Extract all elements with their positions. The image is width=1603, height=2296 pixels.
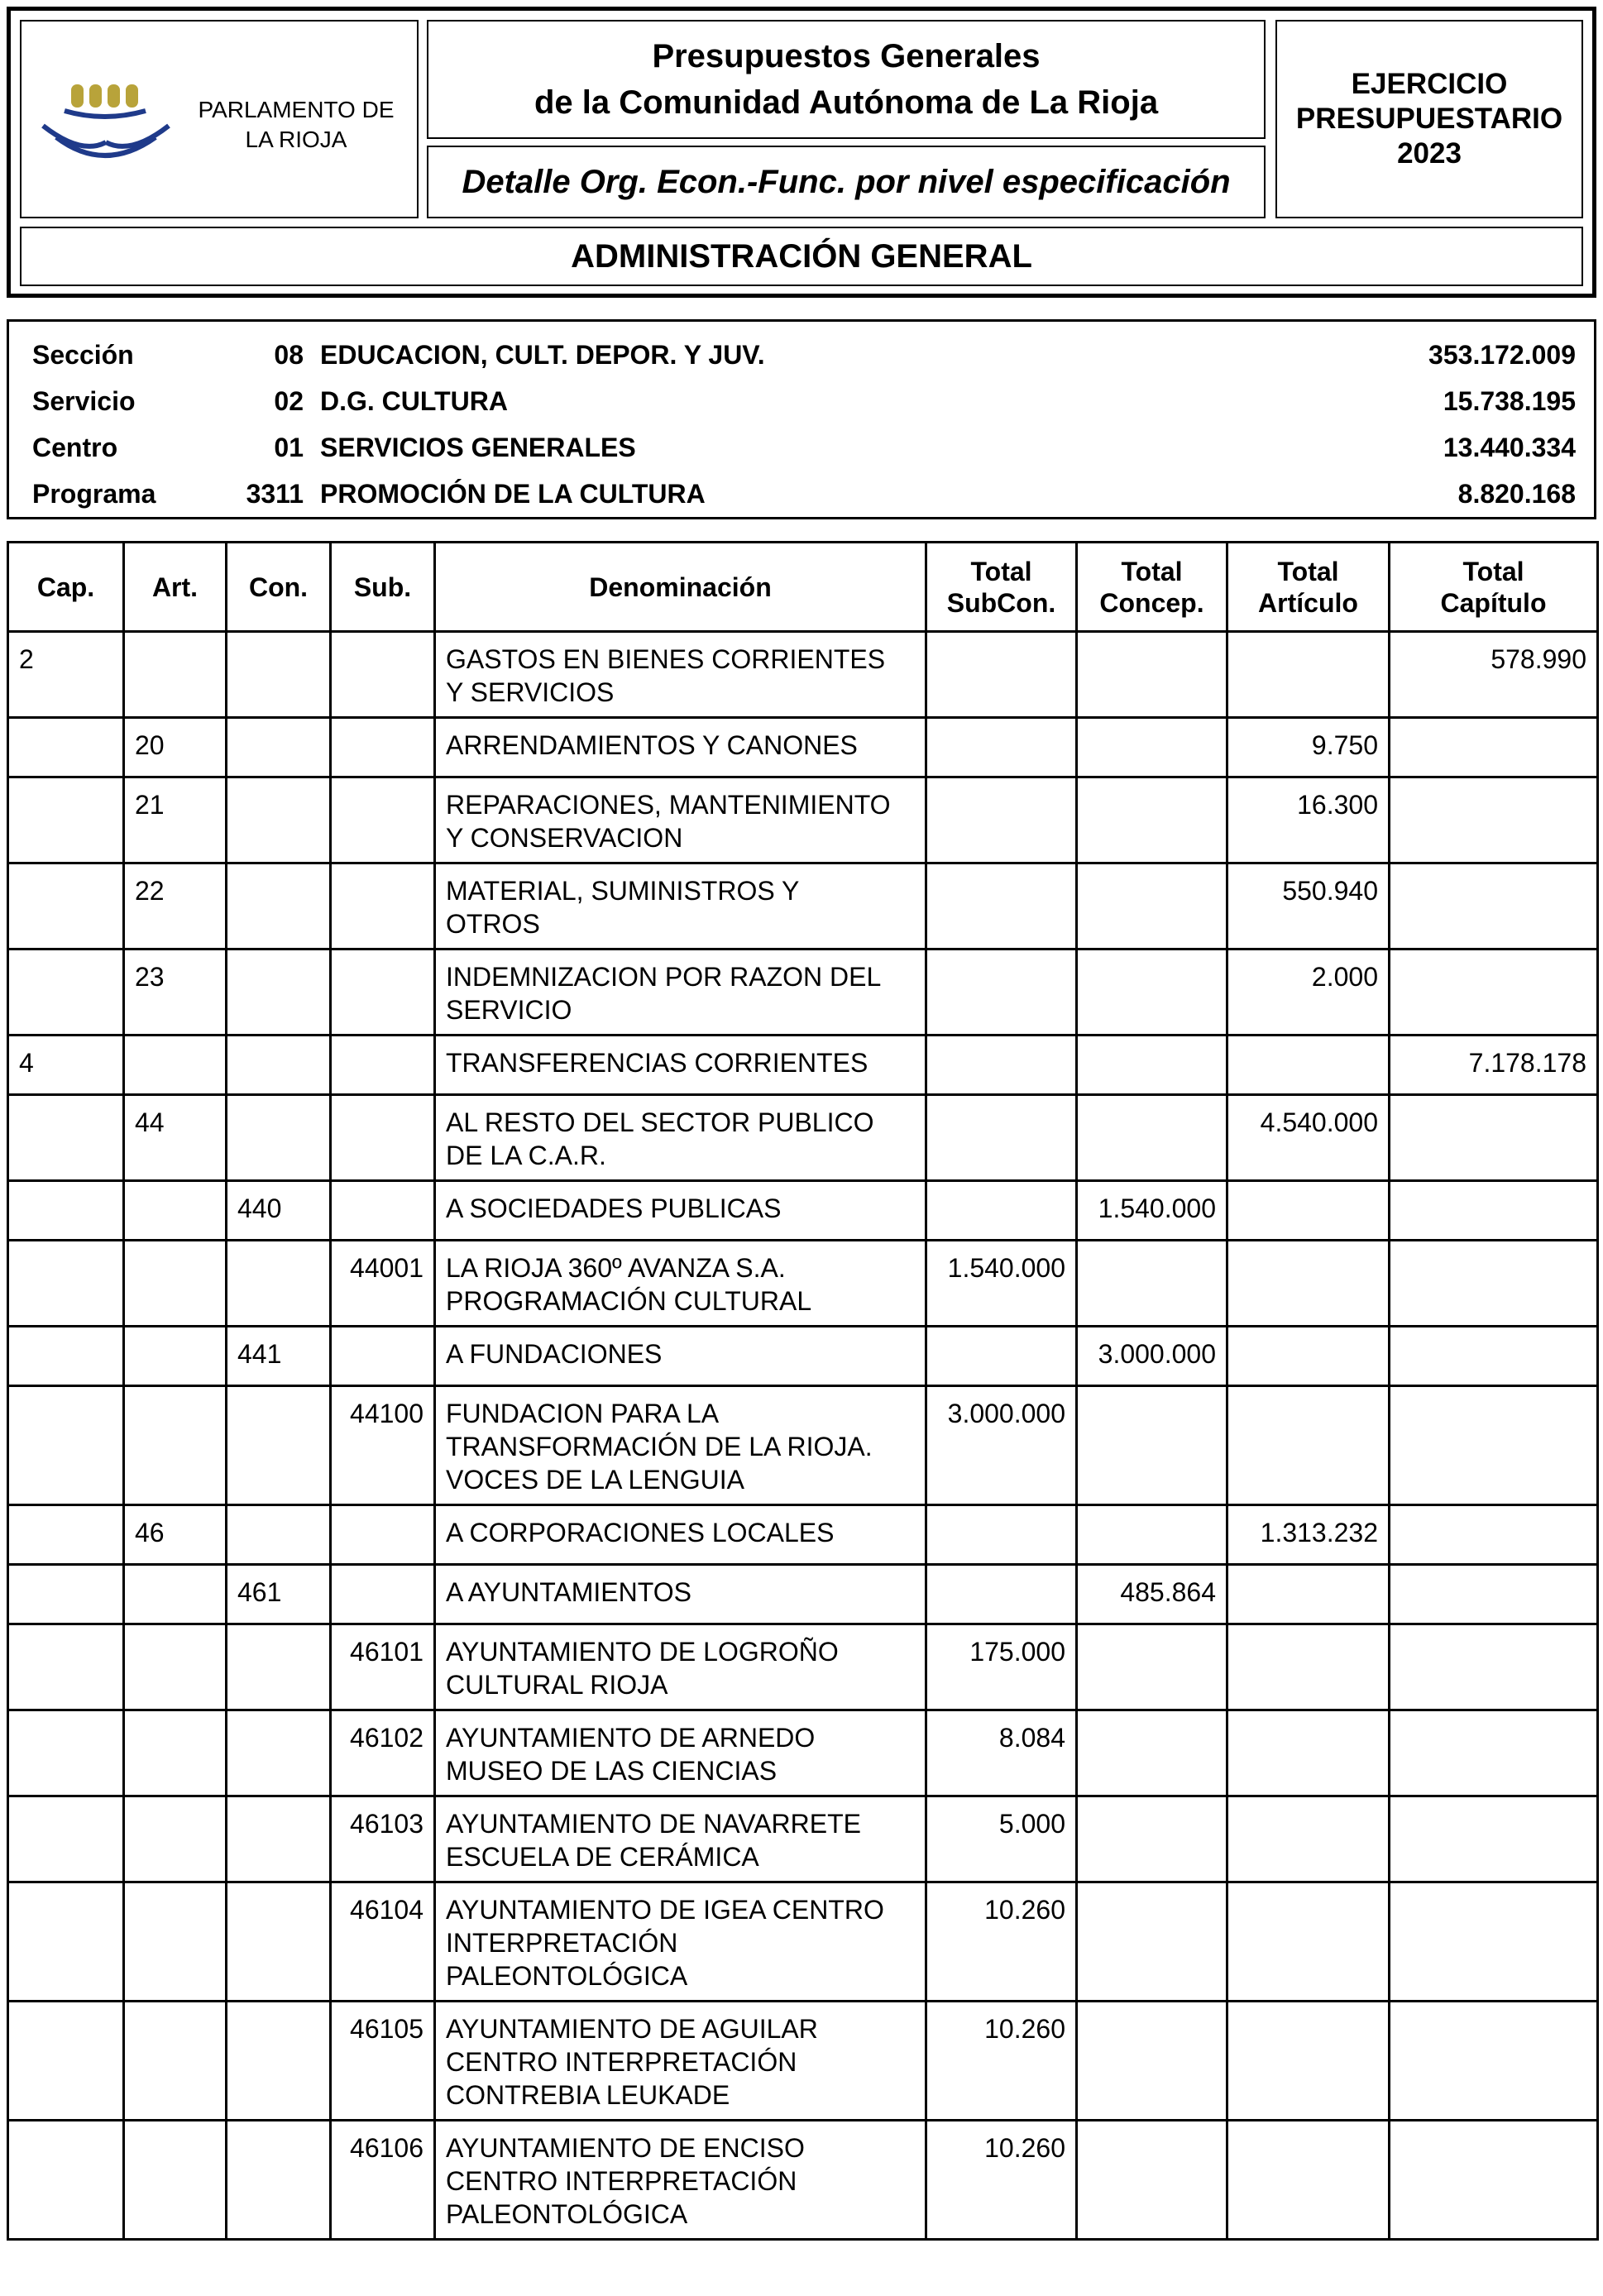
denominacion-line: MATERIAL, SUMINISTROS Y	[446, 876, 800, 906]
row-total-subcon-cell	[926, 1505, 1077, 1565]
row-denominacion-cell	[435, 1624, 926, 1710]
row-total-subcon-cell: 10.260	[926, 2002, 1077, 2121]
table-row	[8, 1882, 1598, 2002]
row-total-articulo-cell	[1227, 1181, 1390, 1241]
row-total-subcon-cell	[926, 1181, 1077, 1241]
row-art-cell	[124, 1624, 227, 1710]
row-denominacion-cell	[435, 1241, 926, 1327]
row-sub-cell: 44001	[331, 1241, 435, 1327]
row-cap-cell	[8, 1241, 124, 1327]
col-header-total-concep: Total Concep.	[1077, 543, 1227, 632]
row-sub-cell: 46101	[331, 1624, 435, 1710]
row-denominacion-cell	[435, 632, 926, 718]
row-total-articulo-cell	[1227, 1036, 1390, 1095]
denominacion-line: AYUNTAMIENTO DE ENCISO	[446, 2133, 805, 2163]
row-sub-cell	[331, 1181, 435, 1241]
row-total-capitulo-cell	[1390, 1386, 1598, 1505]
row-total-subcon-cell: 1.540.000	[926, 1241, 1077, 1327]
row-con-cell	[227, 1241, 331, 1327]
denominacion-line: LA RIOJA 360º AVANZA S.A.	[446, 1253, 786, 1283]
col-header-denominacion: Denominación	[435, 543, 926, 632]
row-total-concep-cell: 3.000.000	[1077, 1327, 1227, 1386]
denominacion-line: DE LA C.A.R.	[446, 1141, 606, 1170]
ejercicio-line-1: EJERCICIO	[1351, 68, 1508, 100]
row-denominacion-cell	[435, 1505, 926, 1565]
table-row	[8, 1624, 1598, 1710]
denominacion-line: GASTOS EN BIENES CORRIENTES	[446, 644, 886, 674]
row-denominacion-cell	[435, 1327, 926, 1386]
title-line-2: de la Comunidad Autónoma de La Rioja	[534, 84, 1159, 121]
row-art-cell	[124, 1796, 227, 1882]
row-total-articulo-cell	[1227, 1710, 1390, 1796]
table-row	[8, 718, 1598, 777]
table-row	[8, 863, 1598, 949]
row-art-cell	[124, 1181, 227, 1241]
ejercicio-line-2: PRESUPUESTARIO	[1295, 103, 1563, 135]
denominacion-line: REPARACIONES, MANTENIMIENTO	[446, 790, 891, 820]
row-con-cell	[227, 1036, 331, 1095]
row-cap-cell	[8, 1710, 124, 1796]
row-art-cell	[124, 1710, 227, 1796]
section-name: SERVICIOS GENERALES	[320, 432, 636, 462]
row-total-capitulo-cell	[1390, 1181, 1598, 1241]
row-denominacion-cell	[435, 1565, 926, 1624]
row-art-cell	[124, 2002, 227, 2121]
row-con-cell: 441	[227, 1327, 331, 1386]
section-code: 02	[274, 385, 304, 416]
row-total-subcon-cell	[926, 1327, 1077, 1386]
row-total-concep-cell	[1077, 632, 1227, 718]
row-con-cell	[227, 2121, 331, 2240]
row-total-concep-cell	[1077, 949, 1227, 1036]
section-row-servicio	[9, 378, 1594, 424]
row-con-cell	[227, 1796, 331, 1882]
denominacion-line: CONTREBIA LEUKADE	[446, 2080, 730, 2110]
row-art-cell	[124, 1565, 227, 1624]
logo-arcs	[43, 111, 169, 155]
row-art-cell: 22	[124, 863, 227, 949]
row-sub-cell: 46106	[331, 2121, 435, 2240]
row-total-subcon-cell	[926, 1036, 1077, 1095]
row-total-capitulo-cell	[1390, 1624, 1598, 1710]
denominacion-line: AL RESTO DEL SECTOR PUBLICO	[446, 1107, 874, 1137]
section-name: PROMOCIÓN DE LA CULTURA	[320, 478, 706, 509]
row-denominacion-cell	[435, 1796, 926, 1882]
row-art-cell	[124, 632, 227, 718]
denominacion-line: A CORPORACIONES LOCALES	[446, 1518, 835, 1547]
section-amount: 353.172.009	[1428, 339, 1576, 370]
row-denominacion-cell	[435, 1386, 926, 1505]
row-art-cell	[124, 1882, 227, 2002]
table-row	[8, 1181, 1598, 1241]
row-cap-cell	[8, 949, 124, 1036]
row-total-concep-cell	[1077, 1241, 1227, 1327]
row-total-articulo-cell: 4.540.000	[1227, 1095, 1390, 1181]
row-total-capitulo-cell	[1390, 1505, 1598, 1565]
row-cap-cell	[8, 1386, 124, 1505]
section-summary	[7, 319, 1596, 519]
row-sub-cell: 44100	[331, 1386, 435, 1505]
row-sub-cell	[331, 949, 435, 1036]
row-con-cell	[227, 718, 331, 777]
section-code: 08	[274, 339, 304, 370]
table-row	[8, 1095, 1598, 1181]
section-code: 3311	[246, 478, 304, 509]
row-cap-cell	[8, 1624, 124, 1710]
section-amount: 13.440.334	[1443, 432, 1576, 462]
row-total-capitulo-cell	[1390, 1565, 1598, 1624]
row-total-articulo-cell	[1227, 1565, 1390, 1624]
denominacion-line: CENTRO INTERPRETACIÓN	[446, 2166, 797, 2196]
table-header-row	[8, 543, 1598, 632]
logo-text	[189, 95, 404, 155]
denominacion-line: AYUNTAMIENTO DE IGEA CENTRO	[446, 1895, 884, 1925]
row-cap-cell	[8, 1565, 124, 1624]
row-con-cell	[227, 1710, 331, 1796]
row-total-capitulo-cell	[1390, 1882, 1598, 2002]
table-row	[8, 1565, 1598, 1624]
section-amount: 15.738.195	[1443, 385, 1576, 416]
row-total-subcon-cell: 175.000	[926, 1624, 1077, 1710]
ejercicio-year: 2023	[1397, 137, 1462, 170]
row-total-concep-cell	[1077, 777, 1227, 863]
row-denominacion-cell	[435, 1882, 926, 2002]
denominacion-line: SERVICIO	[446, 995, 572, 1025]
logo-text-line2: LA RIOJA	[245, 127, 347, 152]
table-row	[8, 2002, 1598, 2121]
row-total-subcon-cell	[926, 632, 1077, 718]
row-total-concep-cell	[1077, 1095, 1227, 1181]
section-name: EDUCACION, CULT. DEPOR. Y JUV.	[320, 339, 765, 370]
denominacion-line: PALEONTOLÓGICA	[446, 1961, 688, 1991]
row-sub-cell: 46104	[331, 1882, 435, 2002]
denominacion-line: AYUNTAMIENTO DE AGUILAR	[446, 2014, 818, 2044]
row-con-cell	[227, 1386, 331, 1505]
row-total-capitulo-cell	[1390, 1095, 1598, 1181]
table-row	[8, 949, 1598, 1036]
row-con-cell: 440	[227, 1181, 331, 1241]
row-denominacion-cell	[435, 1710, 926, 1796]
row-total-articulo-cell: 2.000	[1227, 949, 1390, 1036]
row-denominacion-cell	[435, 1036, 926, 1095]
row-art-cell: 46	[124, 1505, 227, 1565]
row-total-articulo-cell: 1.313.232	[1227, 1505, 1390, 1565]
row-total-capitulo-cell	[1390, 2002, 1598, 2121]
denominacion-line: CENTRO INTERPRETACIÓN	[446, 2047, 797, 2077]
row-total-concep-cell: 1.540.000	[1077, 1181, 1227, 1241]
table-row	[8, 777, 1598, 863]
logo-text-line1: PARLAMENTO DE	[198, 97, 395, 122]
row-denominacion-cell	[435, 949, 926, 1036]
row-total-capitulo-cell	[1390, 2121, 1598, 2240]
row-total-articulo-cell	[1227, 1241, 1390, 1327]
table-row	[8, 632, 1598, 718]
denominacion-line: AYUNTAMIENTO DE LOGROÑO	[446, 1637, 839, 1667]
row-cap-cell	[8, 863, 124, 949]
row-total-concep-cell	[1077, 2121, 1227, 2240]
denominacion-line: VOCES DE LA LENGUIA	[446, 1465, 745, 1495]
row-con-cell	[227, 632, 331, 718]
row-con-cell	[227, 1624, 331, 1710]
denominacion-line: CULTURAL RIOJA	[446, 1670, 668, 1700]
section-row-seccion	[9, 332, 1594, 378]
section-label: Programa	[32, 478, 156, 509]
row-denominacion-cell	[435, 718, 926, 777]
row-cap-cell	[8, 2002, 124, 2121]
table-body	[8, 632, 1598, 2240]
col-header-total-capitulo: Total Capítulo	[1390, 543, 1598, 632]
row-total-subcon-cell: 10.260	[926, 1882, 1077, 2002]
row-total-capitulo-cell	[1390, 1327, 1598, 1386]
row-con-cell	[227, 777, 331, 863]
row-total-subcon-cell	[926, 777, 1077, 863]
row-total-concep-cell: 485.864	[1077, 1565, 1227, 1624]
row-sub-cell	[331, 632, 435, 718]
row-total-articulo-cell: 550.940	[1227, 863, 1390, 949]
row-art-cell	[124, 2121, 227, 2240]
ejercicio-box	[1275, 20, 1583, 218]
row-cap-cell	[8, 2121, 124, 2240]
row-cap-cell	[8, 1181, 124, 1241]
row-sub-cell	[331, 863, 435, 949]
row-total-articulo-cell: 16.300	[1227, 777, 1390, 863]
row-art-cell	[124, 1327, 227, 1386]
row-cap-cell	[8, 1796, 124, 1882]
row-denominacion-cell	[435, 2121, 926, 2240]
denominacion-line: AYUNTAMIENTO DE NAVARRETE	[446, 1809, 861, 1839]
row-total-subcon-cell: 5.000	[926, 1796, 1077, 1882]
admin-heading	[20, 227, 1583, 286]
table-row	[8, 1036, 1598, 1095]
document-subtitle	[427, 146, 1266, 218]
row-total-subcon-cell	[926, 1095, 1077, 1181]
denominacion-line: MUSEO DE LAS CIENCIAS	[446, 1756, 778, 1786]
parlamento-logo	[31, 76, 180, 175]
title-line-1: Presupuestos Generales	[652, 38, 1041, 74]
row-total-articulo-cell	[1227, 1796, 1390, 1882]
table-row	[8, 1327, 1598, 1386]
row-art-cell: 23	[124, 949, 227, 1036]
row-total-capitulo-cell	[1390, 1796, 1598, 1882]
denominacion-line: TRANSFERENCIAS CORRIENTES	[446, 1048, 868, 1078]
row-total-articulo-cell: 9.750	[1227, 718, 1390, 777]
row-total-capitulo-cell	[1390, 863, 1598, 949]
section-label: Servicio	[32, 385, 136, 416]
row-cap-cell	[8, 777, 124, 863]
row-total-articulo-cell	[1227, 1327, 1390, 1386]
row-cap-cell	[8, 718, 124, 777]
row-cap-cell: 2	[8, 632, 124, 718]
col-header-cap: Cap.	[8, 543, 124, 632]
denominacion-line: PALEONTOLÓGICA	[446, 2199, 688, 2229]
section-label: Centro	[32, 432, 118, 462]
denominacion-line: Y CONSERVACION	[446, 823, 683, 853]
row-con-cell	[227, 863, 331, 949]
row-total-capitulo-cell: 7.178.178	[1390, 1036, 1598, 1095]
row-sub-cell: 46103	[331, 1796, 435, 1882]
row-total-subcon-cell	[926, 1565, 1077, 1624]
row-cap-cell: 4	[8, 1036, 124, 1095]
row-total-subcon-cell	[926, 863, 1077, 949]
denominacion-line: FUNDACION PARA LA	[446, 1399, 720, 1428]
row-sub-cell	[331, 718, 435, 777]
col-header-art: Art.	[124, 543, 227, 632]
row-denominacion-cell	[435, 777, 926, 863]
denominacion-line: AYUNTAMIENTO DE ARNEDO	[446, 1723, 816, 1753]
document-title	[427, 20, 1266, 139]
row-total-subcon-cell: 10.260	[926, 2121, 1077, 2240]
row-total-concep-cell	[1077, 718, 1227, 777]
row-art-cell: 20	[124, 718, 227, 777]
row-total-capitulo-cell	[1390, 949, 1598, 1036]
denominacion-line: OTROS	[446, 909, 540, 939]
row-total-articulo-cell	[1227, 2121, 1390, 2240]
row-total-capitulo-cell	[1390, 1710, 1598, 1796]
row-sub-cell: 46105	[331, 2002, 435, 2121]
admin-text: ADMINISTRACIÓN GENERAL	[571, 237, 1032, 275]
row-cap-cell	[8, 1505, 124, 1565]
row-sub-cell	[331, 777, 435, 863]
row-total-concep-cell	[1077, 1624, 1227, 1710]
denominacion-line: A FUNDACIONES	[446, 1339, 663, 1369]
row-total-subcon-cell	[926, 949, 1077, 1036]
row-total-articulo-cell	[1227, 2002, 1390, 2121]
budget-table	[7, 541, 1599, 2241]
table-row	[8, 2121, 1598, 2240]
row-art-cell	[124, 1386, 227, 1505]
section-label: Sección	[32, 339, 134, 370]
row-sub-cell: 46102	[331, 1710, 435, 1796]
row-sub-cell	[331, 1505, 435, 1565]
row-total-capitulo-cell	[1390, 718, 1598, 777]
denominacion-line: INTERPRETACIÓN	[446, 1928, 678, 1958]
section-code: 01	[274, 432, 304, 462]
denominacion-line: TRANSFORMACIÓN DE LA RIOJA.	[446, 1432, 873, 1461]
row-total-concep-cell	[1077, 1796, 1227, 1882]
row-sub-cell	[331, 1036, 435, 1095]
row-total-concep-cell	[1077, 1036, 1227, 1095]
row-con-cell	[227, 2002, 331, 2121]
row-denominacion-cell	[435, 1095, 926, 1181]
row-art-cell: 44	[124, 1095, 227, 1181]
col-header-sub: Sub.	[331, 543, 435, 632]
row-con-cell	[227, 1882, 331, 2002]
table-row	[8, 1241, 1598, 1327]
col-header-total-articulo: Total Artículo	[1227, 543, 1390, 632]
row-cap-cell	[8, 1882, 124, 2002]
denominacion-line: PROGRAMACIÓN CULTURAL	[446, 1286, 812, 1316]
logo-pillars	[71, 84, 138, 108]
row-total-capitulo-cell	[1390, 1241, 1598, 1327]
row-total-subcon-cell: 8.084	[926, 1710, 1077, 1796]
table-row	[8, 1505, 1598, 1565]
row-cap-cell	[8, 1095, 124, 1181]
row-total-capitulo-cell: 578.990	[1390, 632, 1598, 718]
subtitle-text: Detalle Org. Econ.-Func. por nivel especificación	[462, 163, 1231, 200]
col-header-total-subcon: Total SubCon.	[926, 543, 1077, 632]
denominacion-line: A AYUNTAMIENTOS	[446, 1577, 691, 1607]
row-total-subcon-cell: 3.000.000	[926, 1386, 1077, 1505]
row-sub-cell	[331, 1327, 435, 1386]
row-total-concep-cell	[1077, 863, 1227, 949]
row-con-cell: 461	[227, 1565, 331, 1624]
section-row-centro	[9, 424, 1594, 471]
row-denominacion-cell	[435, 2002, 926, 2121]
row-denominacion-cell	[435, 863, 926, 949]
row-con-cell	[227, 949, 331, 1036]
row-art-cell	[124, 1036, 227, 1095]
denominacion-line: Y SERVICIOS	[446, 677, 615, 707]
row-total-concep-cell	[1077, 1710, 1227, 1796]
row-total-concep-cell	[1077, 1386, 1227, 1505]
row-total-concep-cell	[1077, 1882, 1227, 2002]
section-row-programa	[9, 471, 1594, 517]
table-row	[8, 1796, 1598, 1882]
row-con-cell	[227, 1505, 331, 1565]
denominacion-line: INDEMNIZACION POR RAZON DEL	[446, 962, 882, 992]
table-row	[8, 1386, 1598, 1505]
row-total-concep-cell	[1077, 2002, 1227, 2121]
col-header-con: Con.	[227, 543, 331, 632]
section-amount: 8.820.168	[1457, 478, 1576, 509]
row-art-cell	[124, 1241, 227, 1327]
row-art-cell: 21	[124, 777, 227, 863]
row-sub-cell	[331, 1095, 435, 1181]
row-total-concep-cell	[1077, 1505, 1227, 1565]
denominacion-line: A SOCIEDADES PUBLICAS	[446, 1193, 782, 1223]
row-total-articulo-cell	[1227, 1386, 1390, 1505]
denominacion-line: ESCUELA DE CERÁMICA	[446, 1842, 759, 1872]
row-total-subcon-cell	[926, 718, 1077, 777]
row-total-articulo-cell	[1227, 632, 1390, 718]
row-total-capitulo-cell	[1390, 777, 1598, 863]
row-total-articulo-cell	[1227, 1882, 1390, 2002]
row-con-cell	[227, 1095, 331, 1181]
row-total-articulo-cell	[1227, 1624, 1390, 1710]
table-row	[8, 1710, 1598, 1796]
row-denominacion-cell	[435, 1181, 926, 1241]
section-name: D.G. CULTURA	[320, 385, 508, 416]
row-cap-cell	[8, 1327, 124, 1386]
denominacion-line: ARRENDAMIENTOS Y CANONES	[446, 730, 858, 760]
row-sub-cell	[331, 1565, 435, 1624]
